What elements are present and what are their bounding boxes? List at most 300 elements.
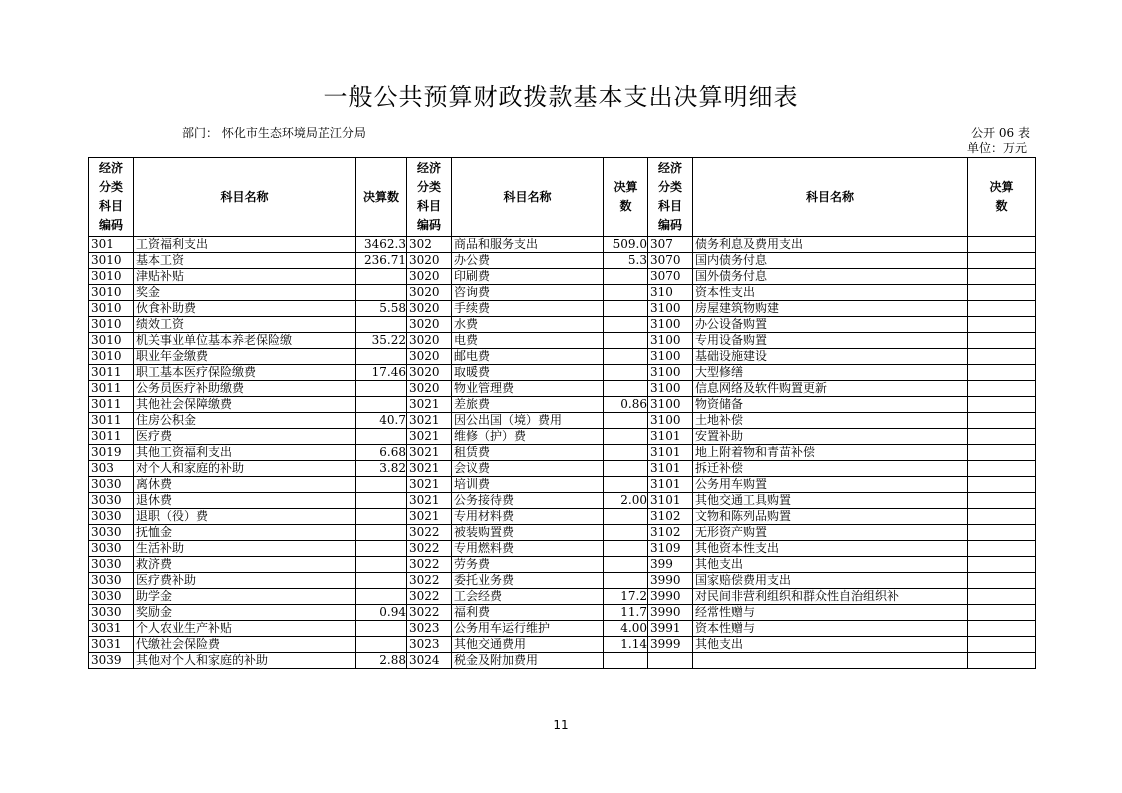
- table-row: [89, 381, 1036, 397]
- amount-cell: 0.86: [604, 397, 648, 413]
- header-line: 分类: [98, 180, 123, 194]
- name-cell: 会议费: [452, 461, 604, 477]
- amount-cell: [968, 493, 1036, 509]
- table-row: [89, 621, 1036, 637]
- name-cell: 国内债务付息: [693, 253, 968, 269]
- code-cell: 3101: [648, 493, 693, 509]
- table-row: [89, 509, 1036, 525]
- header-line: 经济: [657, 161, 682, 175]
- name-cell: 其他支出: [693, 637, 968, 653]
- name-cell: 租赁费: [452, 445, 604, 461]
- code-cell: 3021: [407, 461, 452, 477]
- table-row: [89, 333, 1036, 349]
- header-name-2: 科目名称: [452, 158, 604, 237]
- code-cell: 3100: [648, 349, 693, 365]
- name-cell: 医疗费补助: [134, 573, 356, 589]
- amount-cell: [968, 525, 1036, 541]
- amount-cell: [968, 653, 1036, 669]
- name-cell: 工会经费: [452, 589, 604, 605]
- name-cell: 办公费: [452, 253, 604, 269]
- amount-cell: [604, 461, 648, 477]
- amount-cell: [968, 269, 1036, 285]
- code-cell: [648, 653, 693, 669]
- amount-cell: [968, 429, 1036, 445]
- amount-cell: [356, 637, 407, 653]
- amount-cell: [604, 365, 648, 381]
- name-cell: 专用设备购置: [693, 333, 968, 349]
- amount-cell: [356, 477, 407, 493]
- name-cell: 专用材料费: [452, 509, 604, 525]
- code-cell: 3100: [648, 317, 693, 333]
- table-row: [89, 317, 1036, 333]
- department-label: 部门： 怀化市生态环境局芷江分局: [182, 126, 366, 140]
- code-cell: 3020: [407, 301, 452, 317]
- name-cell: 大型修缮: [693, 365, 968, 381]
- name-cell: 其他对个人和家庭的补助: [134, 653, 356, 669]
- code-cell: 3100: [648, 413, 693, 429]
- name-cell: 安置补助: [693, 429, 968, 445]
- table-row: [89, 429, 1036, 445]
- code-cell: 3024: [407, 653, 452, 669]
- table-row: [89, 253, 1036, 269]
- name-cell: 代缴社会保险费: [134, 637, 356, 653]
- table-row: [89, 477, 1036, 493]
- amount-cell: [604, 573, 648, 589]
- code-cell: 3020: [407, 317, 452, 333]
- name-cell: 奖金: [134, 285, 356, 301]
- table-row: [89, 413, 1036, 429]
- code-cell: 3990: [648, 605, 693, 621]
- name-cell: 地上附着物和青苗补偿: [693, 445, 968, 461]
- name-cell: 机关事业单位基本养老保险缴: [134, 333, 356, 349]
- amount-cell: [968, 349, 1036, 365]
- name-cell: 其他资本性支出: [693, 541, 968, 557]
- code-cell: 3023: [407, 637, 452, 653]
- code-cell: 3100: [648, 365, 693, 381]
- amount-cell: [968, 301, 1036, 317]
- name-cell: 专用燃料费: [452, 541, 604, 557]
- code-cell: 399: [648, 557, 693, 573]
- amount-cell: [356, 317, 407, 333]
- name-cell: 差旅费: [452, 397, 604, 413]
- amount-cell: [604, 317, 648, 333]
- amount-cell: [968, 477, 1036, 493]
- amount-cell: [356, 381, 407, 397]
- name-cell: 对个人和家庭的补助: [134, 461, 356, 477]
- header-code-3: [648, 158, 693, 237]
- header-name-1: 科目名称: [134, 158, 356, 237]
- name-cell: 经常性赠与: [693, 605, 968, 621]
- code-cell: 3101: [648, 445, 693, 461]
- amount-cell: [968, 589, 1036, 605]
- table-row: [89, 461, 1036, 477]
- name-cell: 税金及附加费用: [452, 653, 604, 669]
- code-cell: 3100: [648, 381, 693, 397]
- amount-cell: [968, 237, 1036, 253]
- header-code-1: [89, 158, 134, 237]
- code-cell: 3030: [89, 557, 134, 573]
- name-cell: 土地补偿: [693, 413, 968, 429]
- amount-cell: [968, 413, 1036, 429]
- name-cell: 其他支出: [693, 557, 968, 573]
- name-cell: 其他社会保障缴费: [134, 397, 356, 413]
- code-cell: 3109: [648, 541, 693, 557]
- amount-cell: 17.46: [356, 365, 407, 381]
- amount-cell: [356, 589, 407, 605]
- name-cell: 劳务费: [452, 557, 604, 573]
- header-line: 数: [995, 199, 1008, 213]
- name-cell: 退职（役）费: [134, 509, 356, 525]
- amount-cell: 11.7: [604, 605, 648, 621]
- code-cell: 3022: [407, 573, 452, 589]
- name-cell: 国外债务付息: [693, 269, 968, 285]
- code-cell: 3030: [89, 541, 134, 557]
- name-cell: 被装购置费: [452, 525, 604, 541]
- code-cell: 3011: [89, 381, 134, 397]
- code-cell: 3023: [407, 621, 452, 637]
- amount-cell: 17.2: [604, 589, 648, 605]
- code-cell: 3010: [89, 269, 134, 285]
- code-cell: 3020: [407, 349, 452, 365]
- name-cell: 培训费: [452, 477, 604, 493]
- header-amount-2: [604, 158, 648, 237]
- table-row: [89, 573, 1036, 589]
- code-cell: 3010: [89, 333, 134, 349]
- header-code-2: [407, 158, 452, 237]
- code-cell: 3101: [648, 429, 693, 445]
- name-cell: 文物和陈列品购置: [693, 509, 968, 525]
- amount-cell: [356, 269, 407, 285]
- name-cell: 资本性赠与: [693, 621, 968, 637]
- table-row: [89, 541, 1036, 557]
- header-line: 决算: [613, 180, 638, 194]
- code-cell: 3020: [407, 253, 452, 269]
- table-row: [89, 589, 1036, 605]
- code-cell: 3022: [407, 589, 452, 605]
- amount-cell: [968, 621, 1036, 637]
- header-line: 编码: [657, 218, 682, 232]
- header-line: 科目: [657, 199, 682, 213]
- amount-cell: 3462.3: [356, 237, 407, 253]
- name-cell: 个人农业生产补贴: [134, 621, 356, 637]
- table-row: [89, 557, 1036, 573]
- amount-cell: [356, 349, 407, 365]
- name-cell: 公务用车运行维护: [452, 621, 604, 637]
- table-row: [89, 237, 1036, 253]
- amount-cell: [968, 461, 1036, 477]
- amount-cell: [968, 253, 1036, 269]
- amount-cell: [604, 557, 648, 573]
- name-cell: 取暖费: [452, 365, 604, 381]
- amount-cell: [604, 413, 648, 429]
- code-cell: 3020: [407, 333, 452, 349]
- table-row: [89, 493, 1036, 509]
- name-cell: [693, 653, 968, 669]
- table-number: 公开 06 表: [971, 126, 1030, 140]
- amount-cell: [968, 637, 1036, 653]
- amount-cell: [968, 317, 1036, 333]
- name-cell: 救济费: [134, 557, 356, 573]
- name-cell: 维修（护）费: [452, 429, 604, 445]
- name-cell: 物业管理费: [452, 381, 604, 397]
- header-line: 分类: [657, 180, 682, 194]
- name-cell: 手续费: [452, 301, 604, 317]
- code-cell: 3039: [89, 653, 134, 669]
- name-cell: 抚恤金: [134, 525, 356, 541]
- code-cell: 3011: [89, 413, 134, 429]
- table-header-row: [89, 158, 1036, 237]
- amount-cell: [604, 429, 648, 445]
- table-row: [89, 269, 1036, 285]
- amount-cell: [968, 541, 1036, 557]
- amount-cell: [968, 285, 1036, 301]
- name-cell: 职工基本医疗保险缴费: [134, 365, 356, 381]
- code-cell: 3011: [89, 429, 134, 445]
- amount-cell: [604, 333, 648, 349]
- code-cell: 3030: [89, 477, 134, 493]
- code-cell: 3100: [648, 333, 693, 349]
- code-cell: 3021: [407, 477, 452, 493]
- amount-cell: [604, 477, 648, 493]
- amount-cell: [604, 381, 648, 397]
- name-cell: 生活补助: [134, 541, 356, 557]
- table-row: [89, 397, 1036, 413]
- code-cell: 310: [648, 285, 693, 301]
- amount-cell: [356, 429, 407, 445]
- name-cell: 房屋建筑物购建: [693, 301, 968, 317]
- code-cell: 3070: [648, 269, 693, 285]
- name-cell: 职业年金缴费: [134, 349, 356, 365]
- header-amount-1: 决算数: [356, 158, 407, 237]
- header-line: 编码: [98, 218, 123, 232]
- name-cell: 委托业务费: [452, 573, 604, 589]
- amount-cell: [968, 365, 1036, 381]
- amount-cell: [356, 541, 407, 557]
- amount-cell: [604, 509, 648, 525]
- name-cell: 福利费: [452, 605, 604, 621]
- header-line: 经济: [416, 161, 441, 175]
- name-cell: 伙食补助费: [134, 301, 356, 317]
- code-cell: 3999: [648, 637, 693, 653]
- amount-cell: [968, 509, 1036, 525]
- code-cell: 3021: [407, 509, 452, 525]
- code-cell: 302: [407, 237, 452, 253]
- amount-cell: [604, 653, 648, 669]
- table-row: [89, 301, 1036, 317]
- name-cell: 离休费: [134, 477, 356, 493]
- amount-cell: [356, 509, 407, 525]
- code-cell: 3991: [648, 621, 693, 637]
- name-cell: 绩效工资: [134, 317, 356, 333]
- code-cell: 3021: [407, 493, 452, 509]
- amount-cell: [604, 269, 648, 285]
- name-cell: 公务用车购置: [693, 477, 968, 493]
- name-cell: 津贴补贴: [134, 269, 356, 285]
- amount-cell: [968, 557, 1036, 573]
- name-cell: 工资福利支出: [134, 237, 356, 253]
- name-cell: 其他交通费用: [452, 637, 604, 653]
- table-row: [89, 365, 1036, 381]
- code-cell: 3011: [89, 365, 134, 381]
- code-cell: 3010: [89, 253, 134, 269]
- amount-cell: [356, 285, 407, 301]
- table-row: [89, 637, 1036, 653]
- code-cell: 3010: [89, 285, 134, 301]
- name-cell: 基本工资: [134, 253, 356, 269]
- amount-cell: [356, 573, 407, 589]
- unit-label: 单位：万元: [966, 141, 1027, 155]
- code-cell: 301: [89, 237, 134, 253]
- amount-cell: [356, 525, 407, 541]
- name-cell: 债务利息及费用支出: [693, 237, 968, 253]
- amount-cell: 1.14: [604, 637, 648, 653]
- header-amount-3: [968, 158, 1036, 237]
- code-cell: 3010: [89, 301, 134, 317]
- code-cell: 3102: [648, 509, 693, 525]
- code-cell: 3019: [89, 445, 134, 461]
- table-row: [89, 285, 1036, 301]
- amount-cell: [604, 445, 648, 461]
- code-cell: 3030: [89, 493, 134, 509]
- code-cell: 3022: [407, 525, 452, 541]
- code-cell: 3022: [407, 541, 452, 557]
- amount-cell: 2.88: [356, 653, 407, 669]
- header-line: 编码: [416, 218, 441, 232]
- amount-cell: 0.94: [356, 605, 407, 621]
- code-cell: 3030: [89, 525, 134, 541]
- header-line: 数: [619, 199, 632, 213]
- amount-cell: 509.0: [604, 237, 648, 253]
- name-cell: 公务接待费: [452, 493, 604, 509]
- code-cell: 3990: [648, 573, 693, 589]
- code-cell: 3030: [89, 605, 134, 621]
- amount-cell: [604, 349, 648, 365]
- code-cell: 3020: [407, 381, 452, 397]
- amount-cell: [356, 397, 407, 413]
- header-name-3: 科目名称: [693, 158, 968, 237]
- amount-cell: [356, 557, 407, 573]
- name-cell: 物资储备: [693, 397, 968, 413]
- name-cell: 助学金: [134, 589, 356, 605]
- page-number: 11: [553, 718, 569, 732]
- amount-cell: 4.00: [604, 621, 648, 637]
- table-row: [89, 605, 1036, 621]
- code-cell: 3030: [89, 509, 134, 525]
- amount-cell: [968, 605, 1036, 621]
- code-cell: 3030: [89, 573, 134, 589]
- header-line: 经济: [98, 161, 123, 175]
- name-cell: 商品和服务支出: [452, 237, 604, 253]
- table-row: [89, 653, 1036, 669]
- amount-cell: [604, 541, 648, 557]
- name-cell: 拆迁补偿: [693, 461, 968, 477]
- amount-cell: 5.58: [356, 301, 407, 317]
- name-cell: 医疗费: [134, 429, 356, 445]
- name-cell: 公务员医疗补助缴费: [134, 381, 356, 397]
- code-cell: 3101: [648, 477, 693, 493]
- code-cell: 3020: [407, 285, 452, 301]
- amount-cell: 236.71: [356, 253, 407, 269]
- amount-cell: 2.00: [604, 493, 648, 509]
- table-row: [89, 445, 1036, 461]
- amount-cell: [968, 573, 1036, 589]
- name-cell: 住房公积金: [134, 413, 356, 429]
- expenditure-table: [88, 157, 1036, 669]
- name-cell: 对民间非营利组织和群众性自治组织补: [693, 589, 968, 605]
- amount-cell: [604, 525, 648, 541]
- header-line: 决算: [989, 180, 1014, 194]
- code-cell: 3100: [648, 301, 693, 317]
- code-cell: 3020: [407, 365, 452, 381]
- table-row: [89, 349, 1036, 365]
- code-cell: 3031: [89, 621, 134, 637]
- code-cell: 3031: [89, 637, 134, 653]
- name-cell: 无形资产购置: [693, 525, 968, 541]
- code-cell: 3102: [648, 525, 693, 541]
- code-cell: 3010: [89, 317, 134, 333]
- amount-cell: [968, 381, 1036, 397]
- amount-cell: 40.7: [356, 413, 407, 429]
- amount-cell: [356, 621, 407, 637]
- amount-cell: [604, 285, 648, 301]
- amount-cell: [968, 445, 1036, 461]
- name-cell: 国家赔偿费用支出: [693, 573, 968, 589]
- code-cell: 3022: [407, 605, 452, 621]
- name-cell: 办公设备购置: [693, 317, 968, 333]
- amount-cell: 6.68: [356, 445, 407, 461]
- header-line: 分类: [416, 180, 441, 194]
- code-cell: 3022: [407, 557, 452, 573]
- code-cell: 307: [648, 237, 693, 253]
- code-cell: 3030: [89, 589, 134, 605]
- amount-cell: 35.22: [356, 333, 407, 349]
- amount-cell: [356, 493, 407, 509]
- header-line: 科目: [98, 199, 123, 213]
- code-cell: 3011: [89, 397, 134, 413]
- amount-cell: 5.3: [604, 253, 648, 269]
- name-cell: 邮电费: [452, 349, 604, 365]
- code-cell: 3010: [89, 349, 134, 365]
- name-cell: 印刷费: [452, 269, 604, 285]
- code-cell: 3021: [407, 445, 452, 461]
- name-cell: 电费: [452, 333, 604, 349]
- name-cell: 其他工资福利支出: [134, 445, 356, 461]
- code-cell: 3020: [407, 269, 452, 285]
- name-cell: 退休费: [134, 493, 356, 509]
- page-title: 一般公共预算财政拨款基本支出决算明细表: [323, 83, 799, 111]
- name-cell: 资本性支出: [693, 285, 968, 301]
- amount-cell: 3.82: [356, 461, 407, 477]
- code-cell: 3070: [648, 253, 693, 269]
- name-cell: 信息网络及软件购置更新: [693, 381, 968, 397]
- table-row: [89, 525, 1036, 541]
- code-cell: 3101: [648, 461, 693, 477]
- name-cell: 水费: [452, 317, 604, 333]
- amount-cell: [604, 301, 648, 317]
- name-cell: 其他交通工具购置: [693, 493, 968, 509]
- code-cell: 3021: [407, 413, 452, 429]
- amount-cell: [968, 333, 1036, 349]
- amount-cell: [968, 397, 1036, 413]
- code-cell: 3021: [407, 397, 452, 413]
- code-cell: 3021: [407, 429, 452, 445]
- code-cell: 3990: [648, 589, 693, 605]
- code-cell: 303: [89, 461, 134, 477]
- name-cell: 基础设施建设: [693, 349, 968, 365]
- header-line: 科目: [416, 199, 441, 213]
- name-cell: 奖励金: [134, 605, 356, 621]
- code-cell: 3100: [648, 397, 693, 413]
